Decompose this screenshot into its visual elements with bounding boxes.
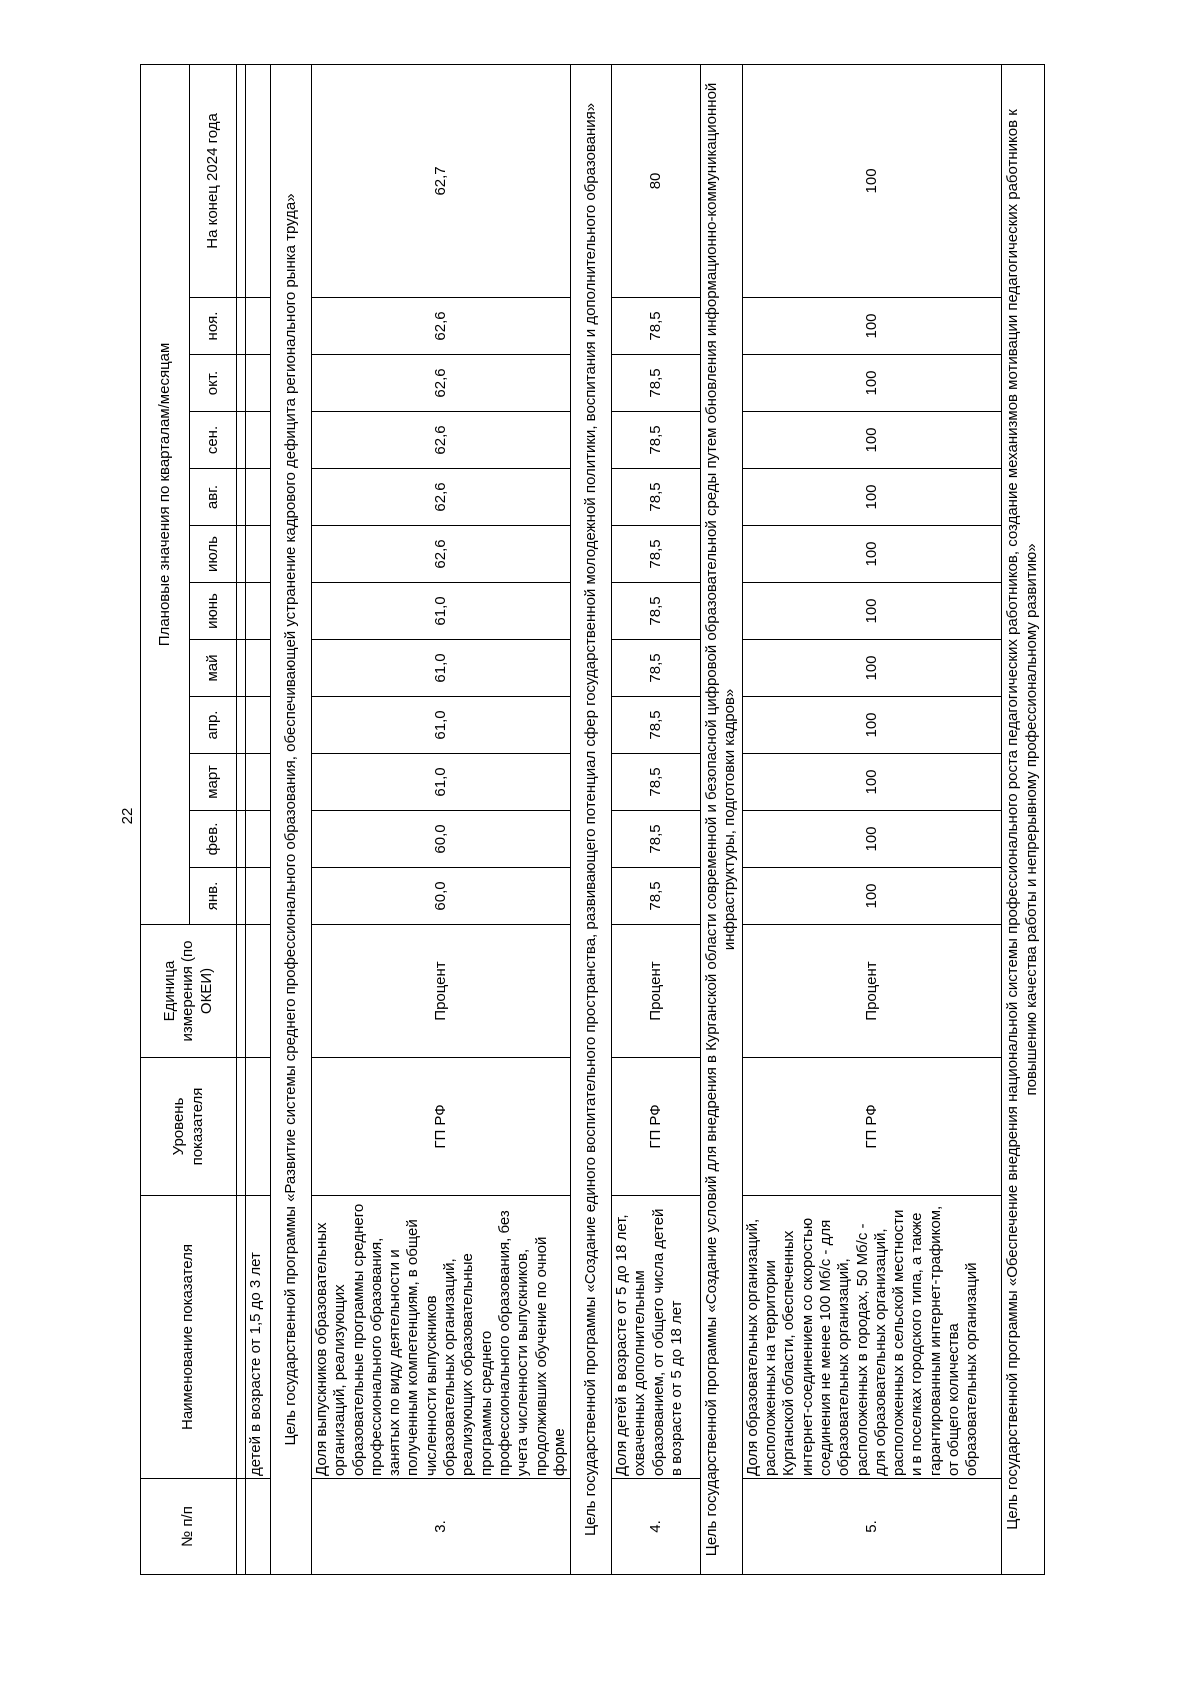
header-month: авг. <box>190 469 237 526</box>
goal-row <box>571 64 612 1574</box>
row-value: 61,0 <box>312 640 571 697</box>
row-year-end: 80 <box>612 64 701 297</box>
header-name: Наименование показателя <box>141 1196 237 1479</box>
row-unit: Процент <box>742 925 1001 1058</box>
row-value: 78,5 <box>612 412 701 469</box>
row-value: 78,5 <box>612 355 701 412</box>
row-value: 78,5 <box>612 640 701 697</box>
header-month: май <box>190 640 237 697</box>
row-level: ГП РФ <box>312 1058 571 1196</box>
row-unit: Процент <box>612 925 701 1058</box>
header-year-end: На конец 2024 года <box>190 64 237 297</box>
goal-text: Цель государственной программы «Создание условий для внедрения в Курганской области современной и безопасной цифровой образовательной среды путем обновления информационно-коммуникационной инфраструктуры, подготовки кадров» <box>701 64 743 1574</box>
goal-row <box>701 64 743 1574</box>
table-row <box>312 64 571 1574</box>
row-value: 78,5 <box>612 754 701 811</box>
header-row-1 <box>141 64 190 1574</box>
row-num: 4. <box>612 1479 701 1575</box>
row-value: 61,0 <box>312 697 571 754</box>
header-month: июнь <box>190 583 237 640</box>
rotated-table-container <box>140 65 1070 1575</box>
row-value: 78,5 <box>612 697 701 754</box>
row-value: 100 <box>742 811 1001 868</box>
row-value: 61,0 <box>312 583 571 640</box>
row-value: 100 <box>742 526 1001 583</box>
row-value: 62,6 <box>312 412 571 469</box>
row-value: 100 <box>742 697 1001 754</box>
row-value: 78,5 <box>612 526 701 583</box>
row-value: 100 <box>742 298 1001 355</box>
row-name: Доля детей в возрасте от 5 до 18 лет, охваченных дополнительным образованием, от общего числа детей в возрасте от 5 до 18 лет <box>612 1196 701 1479</box>
header-month: окт. <box>190 355 237 412</box>
row-value: 100 <box>742 868 1001 925</box>
row-num: 5. <box>742 1479 1001 1575</box>
row-value: 78,5 <box>612 811 701 868</box>
separator-row <box>237 64 246 1574</box>
row-value: 62,6 <box>312 355 571 412</box>
row-value: 62,6 <box>312 469 571 526</box>
header-num: № п/п <box>141 1479 237 1575</box>
header-month: июль <box>190 526 237 583</box>
header-month: сен. <box>190 412 237 469</box>
row-value: 100 <box>742 640 1001 697</box>
row-year-end: 62,7 <box>312 64 571 297</box>
table-row <box>612 64 701 1574</box>
header-unit: Единица измерения (по ОКЕИ) <box>141 925 237 1058</box>
row-value: 100 <box>742 355 1001 412</box>
row-year-end: 100 <box>742 64 1001 297</box>
row-value: 78,5 <box>612 469 701 526</box>
row-value: 60,0 <box>312 811 571 868</box>
row-value: 62,6 <box>312 298 571 355</box>
header-month: янв. <box>190 868 237 925</box>
row-level: ГП РФ <box>742 1058 1001 1196</box>
row-value: 62,6 <box>312 526 571 583</box>
header-month: март <box>190 754 237 811</box>
row-unit: Процент <box>312 925 571 1058</box>
table-row <box>742 64 1001 1574</box>
indicators-table <box>140 64 1045 1575</box>
header-planned: Плановые значения по кварталам/месяцам <box>141 64 190 924</box>
row-num: 3. <box>312 1479 571 1575</box>
row-value: 60,0 <box>312 868 571 925</box>
continuation-text: детей в возрасте от 1,5 до 3 лет <box>246 1196 271 1479</box>
header-level: Уровень показателя <box>141 1058 237 1196</box>
row-value: 78,5 <box>612 868 701 925</box>
header-month: ноя. <box>190 298 237 355</box>
row-value: 61,0 <box>312 754 571 811</box>
row-value: 100 <box>742 754 1001 811</box>
row-value: 78,5 <box>612 298 701 355</box>
row-value: 100 <box>742 469 1001 526</box>
goal-text: Цель государственной программы «Создание единого воспитательного пространства, развивающего потенциал сфер государственной молодежной политики, воспитания и дополнительного образования» <box>571 64 612 1574</box>
row-name: Доля образовательных организаций, расположенных на территории Курганской области, обеспеченных интернет-соединением со скоростью соединения не менее 100 Мб/с - для образовательных организаций, расположенных в городах, 50 Мб/с - для образовательных организаций, расположенных в сельской местности и в поселках городского типа, а также гарантированным интернет-трафиком, от общего количества образовательных организаций <box>742 1196 1001 1479</box>
header-month: фев. <box>190 811 237 868</box>
goal-row <box>271 64 312 1574</box>
header-month: апр. <box>190 697 237 754</box>
continuation-row <box>246 64 271 1574</box>
row-name: Доля выпускников образовательных организаций, реализующих образовательные программы среднего профессионального образования, занятых по виду деятельности и полученным компетенциям, в общей численности выпускников образовательных организаций, реализующих образовательные программы среднего профессионального образования, без учета численности выпускников, продолживших обучение по очной форме <box>312 1196 571 1479</box>
row-level: ГП РФ <box>612 1058 701 1196</box>
row-value: 100 <box>742 583 1001 640</box>
row-value: 100 <box>742 412 1001 469</box>
row-value: 78,5 <box>612 583 701 640</box>
goal-row <box>1001 64 1044 1574</box>
goal-text: Цель государственной программы «Развитие системы среднего профессионального образования, обеспечивающей устранение кадрового дефицита регионального рынка труда» <box>271 64 312 1574</box>
page-number: 22 <box>119 807 136 825</box>
goal-text: Цель государственной программы «Обеспечение внедрения национальной системы профессионального роста педагогических работников, создание механизмов мотивации педагогических работников к повышению качества работы и непрерывному профессиональному развитию» <box>1001 64 1044 1574</box>
